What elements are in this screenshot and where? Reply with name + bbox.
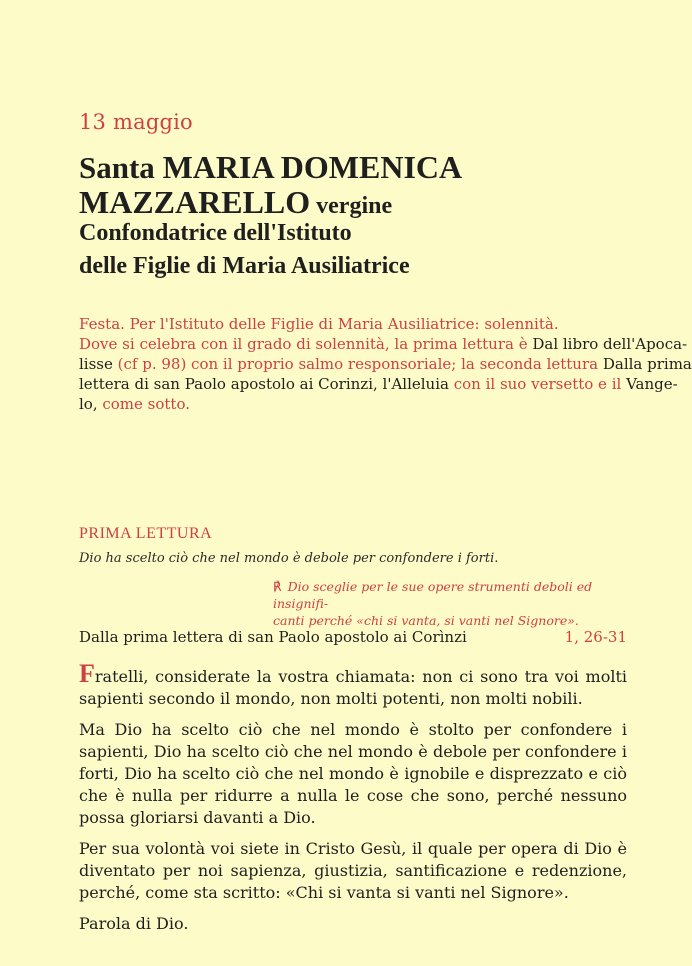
title-prefix: Santa — [79, 150, 163, 185]
title-suffix: vergine — [310, 193, 393, 219]
reading-summary: Dio ha scelto ciò che nel mondo è debole per confondere i forti. — [79, 551, 499, 566]
drop-cap: F — [79, 659, 95, 688]
saint-name-first: MARIA DOMENICA — [162, 149, 463, 185]
intro-line-4-black2: Vange- — [626, 375, 678, 393]
intro-line-5 — [79, 394, 628, 414]
intro-line-2-red: Dove si celebra con il grado di solennità, la prima lettura è — [79, 335, 533, 353]
paragraph-1 — [79, 659, 627, 710]
section-title: PRIMA LETTURA — [79, 525, 213, 542]
reading-body — [79, 659, 627, 944]
saint-subtitle — [79, 217, 639, 283]
intro-line-4-black: lettera di san Paolo apostolo ai Corinzi, l'Alleluia — [79, 375, 454, 393]
saint-title — [79, 150, 639, 223]
reading-reference-row — [79, 628, 627, 646]
intro-line-3-black: lisse — [79, 355, 118, 373]
title-line-1 — [79, 150, 639, 185]
subtitle-line-1: Confondatrice dell'Istituto — [79, 220, 352, 246]
response-line-1: Dio sceglie per le sue opere strumenti deboli ed insignifi- — [273, 579, 593, 611]
intro-line-3 — [79, 354, 692, 374]
saint-name-last: MAZZARELLO — [79, 184, 311, 220]
paragraph-3: Per sua volontà voi siete in Cristo Gesù, il quale per opera di Dio è diventato per noi sapienza, giustizia, santificazione e redenzione, perché, come sta scritto: «Chi si vanta si vanti nel Signore». — [79, 839, 627, 902]
intro-line-3-red: (cf p. 98) con il proprio salmo responsoriale; la seconda lettura — [117, 355, 603, 373]
response-note — [273, 578, 625, 629]
intro-line-5-black: lo, — [79, 395, 103, 413]
paragraph-1-text: ratelli, considerate la vostra chiamata: non ci sono tra voi molti sapienti secondo il mondo, non molti potenti, non molti nobili. — [79, 667, 627, 708]
intro-line-5-red: come sotto. — [102, 395, 190, 413]
response-line-2: canti perché «chi si vanta, si vanti nel Signore». — [273, 613, 579, 628]
intro-line-4-red: con il suo versetto e il — [453, 375, 627, 393]
intro-line-4 — [79, 374, 678, 394]
intro-line-2 — [79, 334, 688, 354]
intro-line-2-black: Dal libro dell'Apoca- — [532, 335, 688, 353]
reading-reference: Dalla prima lettera di san Paolo apostolo ai Corìnzi — [79, 628, 467, 646]
response-symbol: ℟ — [273, 579, 282, 594]
chapter-reference: 1, 26-31 — [564, 628, 627, 646]
subtitle-line-2: delle Figlie di Maria Ausiliatrice — [79, 253, 410, 279]
liturgical-page — [79, 0, 692, 966]
rubric-intro — [79, 314, 692, 414]
intro-line-3-black2: Dalla prima — [602, 355, 692, 373]
intro-line-1: Festa. Per l'Istituto delle Figlie di Maria Ausiliatrice: solennità. — [79, 315, 559, 333]
paragraph-2: Ma Dio ha scelto ciò che nel mondo è stolto per confondere i sapienti, Dio ha scelto ciò che nel mondo è debole per confondere i forti, Dio ha scelto ciò che nel mondo è ignobile e disprezzato e ciò che è nulla per ridurre a nulla le cose che sono, perché nessuno possa gloriarsi davanti a Dio. — [79, 720, 627, 827]
closing-line: Parola di Dio. — [79, 914, 189, 933]
date-label: 13 maggio — [79, 110, 193, 134]
